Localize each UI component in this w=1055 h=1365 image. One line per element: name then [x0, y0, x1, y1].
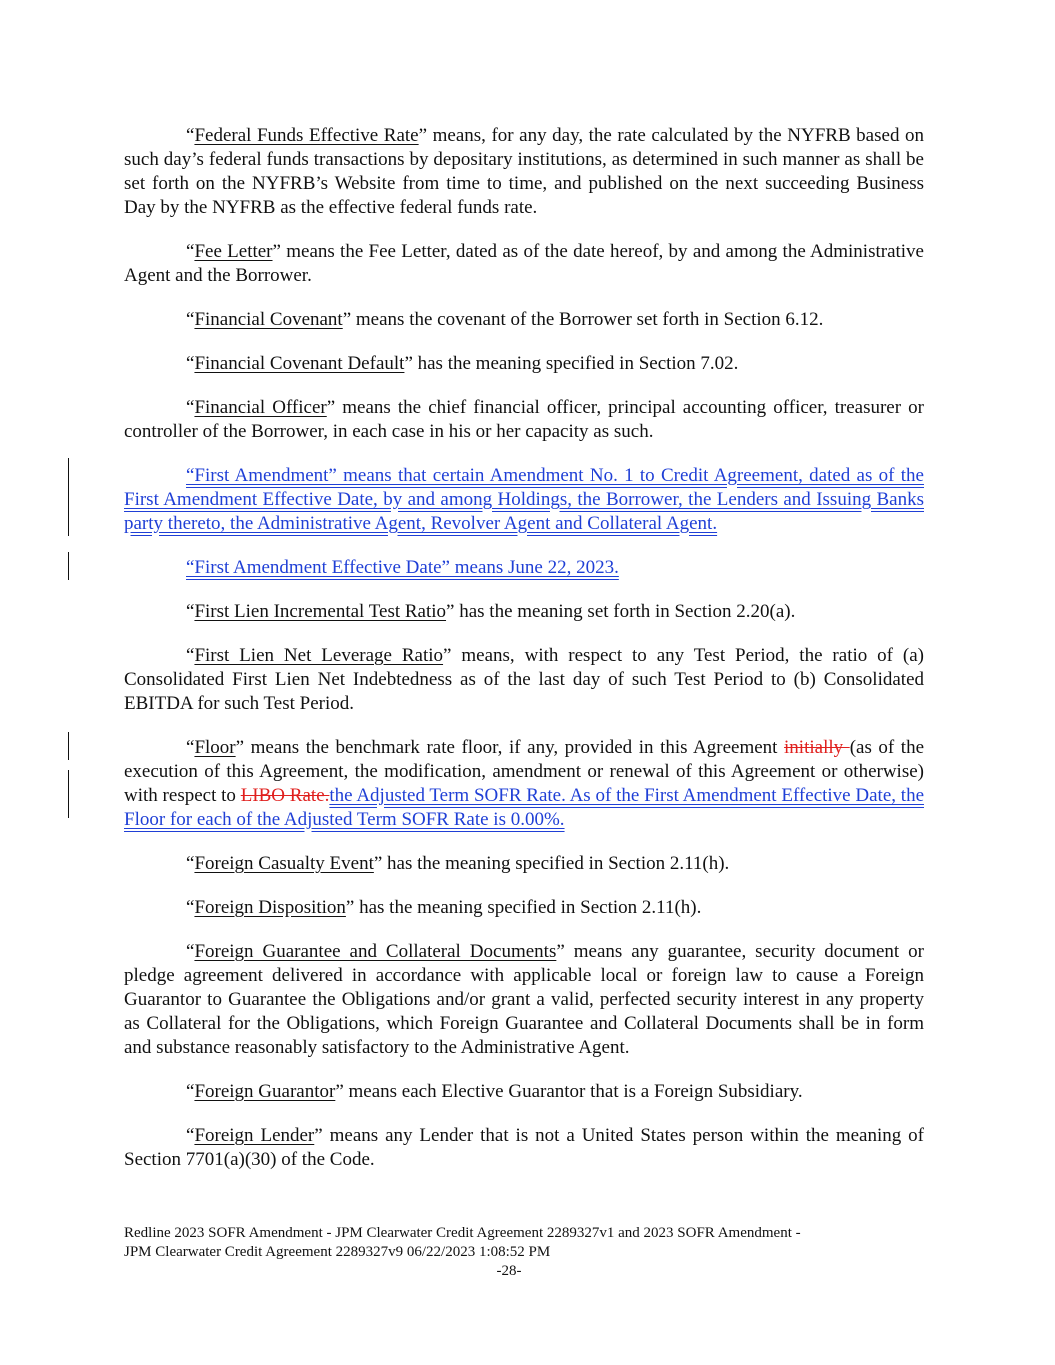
definition-text: ” means the covenant of the Borrower set forth in Section 6.12. — [342, 309, 824, 330]
definition-text: ” means each Elective Guarantor that is a Foreign Subsidiary. — [335, 1081, 803, 1102]
definition-text: ” means the benchmark rate floor, if any, provided in this Agreement — [235, 737, 785, 758]
defined-term: Financial Officer — [194, 397, 327, 418]
defined-term: Foreign Casualty Event — [194, 853, 374, 874]
defined-term: First Lien Incremental Test Ratio — [194, 601, 447, 622]
definition-text: ” means any guarantee, security document or pledge agreement delivered in accordance with applicable local or foreign law to cause a Foreign Guarantor to Guarantee the Obligations and/or grant a valid, perfected security interest in any property as Collateral for the Obligations, which Foreign Guarantee and Collateral Documents shall be in form and substance reasonably satisfactory to the Administrative Agent. — [124, 941, 924, 1058]
definition-federal-funds-effective-rate: “Federal Funds Effective Rate” means, for any day, the rate calculated by the NYFRB based on such day’s federal funds transactions by depositary institutions, as determined in such manner as shall be set forth on the NYFRB’s Website from time to time, and published on the next succeeding Business Day by the NYFRB as the effective federal funds rate. — [124, 125, 924, 218]
change-bar — [68, 552, 69, 580]
definition-text: ” has the meaning specified in Section 2.11(h). — [373, 853, 730, 874]
definition-financial-officer: “Financial Officer” means the chief financial officer, principal accounting officer, treasurer or controller of the Borrower, in each case in his or her capacity as such. — [124, 397, 924, 442]
inserted-text: “First Amendment Effective Date” means June 22, 2023. — [186, 557, 619, 578]
definition-foreign-guarantee-and-collateral-documents: “Foreign Guarantee and Collateral Documents” means any guarantee, security document or pledge agreement delivered in accordance with applicable local or foreign law to cause a Foreign Guarantor to Guarantee the Obligations and/or grant a valid, perfected security interest in any property as Collateral for the Obligations, which Foreign Guarantee and Collateral Documents shall be in form and substance reasonably satisfactory to the Administrative Agent. — [124, 941, 924, 1058]
footer-line-1: Redline 2023 SOFR Amendment - JPM Clearwater Credit Agreement 2289327v1 and 2023 SOFR Amendment - — [124, 1225, 801, 1241]
defined-term: Foreign Lender — [194, 1125, 315, 1146]
document-body — [124, 124, 924, 1192]
definition-text: ” has the meaning specified in Section 7.02. — [404, 353, 739, 374]
definition-foreign-disposition: “Foreign Disposition” has the meaning specified in Section 2.11(h). — [186, 897, 702, 918]
deleted-text: initially — [784, 737, 850, 758]
defined-term: Financial Covenant — [194, 309, 343, 330]
page-number: -28- — [496, 1263, 522, 1279]
definition-text: ” means, with respect to any Test Period, the ratio of (a) Consolidated First Lien Net Indebtedness as of the last day of such Test Period to (b) Consolidated EBITDA for such Test Period. — [124, 645, 924, 714]
change-bar — [68, 770, 69, 818]
definition-financial-covenant: “Financial Covenant” means the covenant of the Borrower set forth in Section 6.12. — [186, 309, 824, 330]
definition-first-lien-net-leverage-ratio: “First Lien Net Leverage Ratio” means, with respect to any Test Period, the ratio of (a) Consolidated First Lien Net Indebtedness as of the last day of such Test Period to (b) Consolidated EBITDA for such Test Period. — [124, 645, 924, 714]
deleted-text: LIBO Rate. — [240, 785, 330, 806]
page-footer — [124, 1224, 924, 1281]
defined-term: Foreign Disposition — [194, 897, 346, 918]
defined-term: Floor — [194, 737, 236, 758]
definition-floor: “Floor” means the benchmark rate floor, if any, provided in this Agreement initially (as of the execution of this Agreement, the modification, amendment or renewal of this Agreement or otherwise) with respect to LIBO Rate.the Adjusted Term SOFR Rate. As of the First Amendment Effective Date, the Floor for each of the Adjusted Term SOFR Rate is 0.00%. — [124, 736, 924, 832]
change-bar — [68, 458, 69, 536]
definition-first-lien-incremental-test-ratio: “First Lien Incremental Test Ratio” has the meaning set forth in Section 2.20(a). — [186, 601, 796, 622]
defined-term: Fee Letter — [194, 241, 273, 262]
definition-text: ” means the chief financial officer, principal accounting officer, treasurer or controller of the Borrower, in each case in his or her capacity as such. — [124, 397, 924, 442]
footer-line-2: JPM Clearwater Credit Agreement 2289327v9 06/22/2023 1:08:52 PM — [124, 1244, 551, 1260]
defined-term: Financial Covenant Default — [194, 353, 405, 374]
definition-foreign-lender: “Foreign Lender” means any Lender that is not a United States person within the meaning of Section 7701(a)(30) of the Code. — [124, 1125, 924, 1170]
definition-financial-covenant-default: “Financial Covenant Default” has the meaning specified in Section 7.02. — [186, 353, 739, 374]
inserted-text: the Adjusted Term SOFR Rate. As of the First Amendment Effective Date, the Floor for each of the Adjusted Term SOFR Rate is 0.00%. — [124, 785, 924, 830]
definition-first-amendment-effective-date — [124, 556, 924, 580]
defined-term: Foreign Guarantee and Collateral Documents — [194, 941, 557, 962]
definition-fee-letter: “Fee Letter” means the Fee Letter, dated as of the date hereof, by and among the Administrative Agent and the Borrower. — [124, 241, 924, 286]
definition-text: ” means, for any day, the rate calculated by the NYFRB based on such day’s federal funds transactions by depositary institutions, as determined in such manner as shall be set forth on the NYFRB’s Website from time to time, and published on the next succeeding Business Day by the NYFRB as the effective federal funds rate. — [124, 125, 924, 218]
inserted-text: “First Amendment” means that certain Amendment No. 1 to Credit Agreement, dated as of the First Amendment Effective Date, by and among Holdings, the Borrower, the Lenders and Issuing Banks party thereto, the Administrative Agent, Revolver Agent and Collateral Agent. — [124, 465, 924, 534]
definition-text: ” has the meaning set forth in Section 2.20(a). — [446, 601, 796, 622]
definition-foreign-guarantor: “Foreign Guarantor” means each Elective Guarantor that is a Foreign Subsidiary. — [186, 1081, 803, 1102]
change-bar — [68, 732, 69, 760]
definition-text: (as of the execution of this Agreement, the modification, amendment or renewal of this Agreement or otherwise) with respect to — [124, 737, 924, 806]
definition-first-amendment — [124, 464, 924, 536]
definition-foreign-casualty-event: “Foreign Casualty Event” has the meaning specified in Section 2.11(h). — [186, 853, 730, 874]
definition-text: ” means the Fee Letter, dated as of the date hereof, by and among the Administrative Agent and the Borrower. — [124, 241, 924, 286]
definition-text: ” has the meaning specified in Section 2.11(h). — [345, 897, 702, 918]
defined-term: First Lien Net Leverage Ratio — [194, 645, 444, 666]
defined-term: Federal Funds Effective Rate — [194, 125, 419, 146]
definition-text: ” means any Lender that is not a United States person within the meaning of Section 7701(a)(30) of the Code. — [124, 1125, 924, 1170]
defined-term: Foreign Guarantor — [194, 1081, 336, 1102]
